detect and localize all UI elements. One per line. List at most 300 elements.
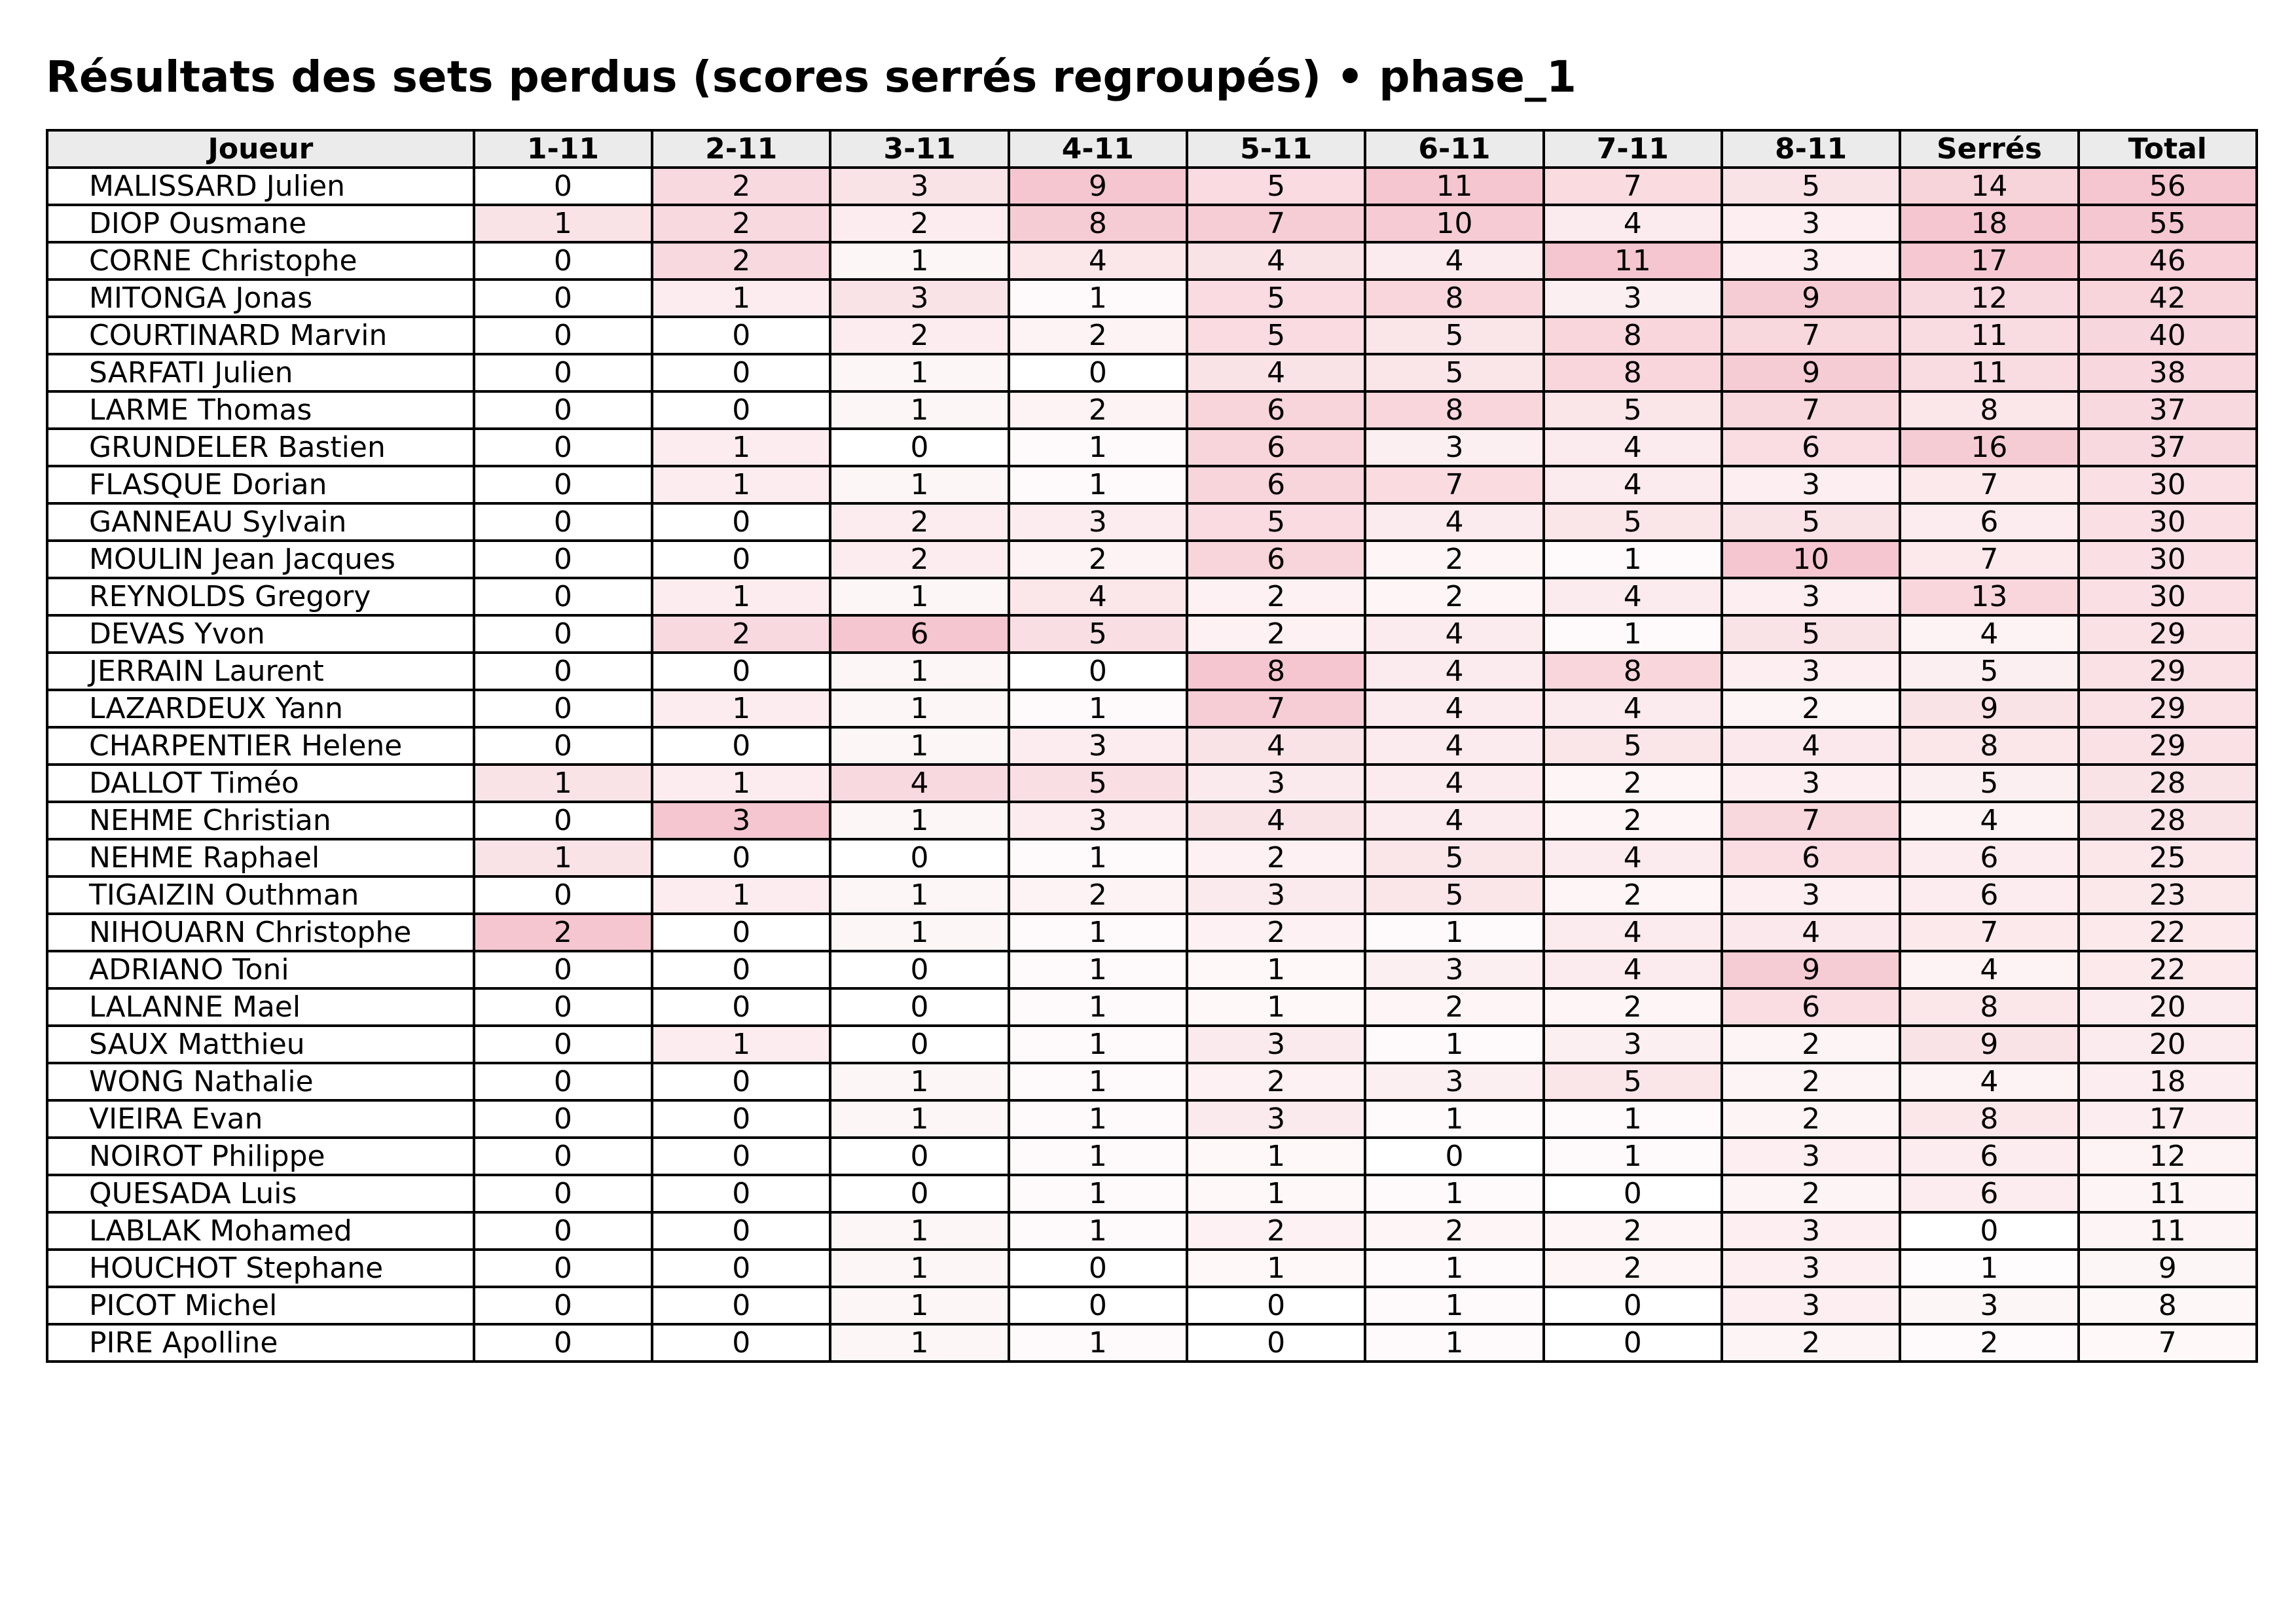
value-cell: 28 bbox=[2079, 765, 2257, 802]
value-cell: 1 bbox=[1009, 1100, 1187, 1138]
value-cell: 1 bbox=[652, 876, 830, 914]
table-row bbox=[47, 1138, 2257, 1175]
value-cell: 30 bbox=[2079, 541, 2257, 578]
value-cell: 1 bbox=[1544, 541, 1722, 578]
value-cell: 17 bbox=[2079, 1100, 2257, 1138]
value-cell: 1 bbox=[1187, 951, 1365, 988]
value-cell: 0 bbox=[830, 951, 1008, 988]
value-cell: 6 bbox=[1900, 503, 2078, 541]
value-cell: 0 bbox=[474, 168, 652, 205]
value-cell: 6 bbox=[1722, 429, 1900, 466]
value-cell: 13 bbox=[1900, 578, 2078, 615]
table-row bbox=[47, 578, 2257, 615]
value-cell: 0 bbox=[1009, 1250, 1187, 1287]
value-cell: 3 bbox=[830, 280, 1008, 317]
value-cell: 0 bbox=[474, 988, 652, 1026]
value-cell: 0 bbox=[474, 242, 652, 280]
table-row bbox=[47, 690, 2257, 727]
value-cell: 3 bbox=[1187, 1026, 1365, 1063]
value-cell: 10 bbox=[1722, 541, 1900, 578]
value-cell: 4 bbox=[1900, 615, 2078, 653]
table-header bbox=[47, 130, 2257, 168]
value-cell: 0 bbox=[474, 1175, 652, 1212]
value-cell: 22 bbox=[2079, 914, 2257, 951]
value-cell: 2 bbox=[1009, 391, 1187, 429]
value-cell: 37 bbox=[2079, 429, 2257, 466]
value-cell: 1 bbox=[1187, 1138, 1365, 1175]
value-cell: 3 bbox=[1365, 429, 1543, 466]
value-cell: 5 bbox=[1365, 839, 1543, 876]
player-name-cell: PIRE Apolline bbox=[47, 1324, 474, 1362]
value-cell: 0 bbox=[474, 653, 652, 690]
value-cell: 1 bbox=[1009, 1138, 1187, 1175]
value-cell: 28 bbox=[2079, 802, 2257, 839]
value-cell: 0 bbox=[474, 1250, 652, 1287]
value-cell: 0 bbox=[830, 1175, 1008, 1212]
player-name-cell: GRUNDELER Bastien bbox=[47, 429, 474, 466]
value-cell: 8 bbox=[1900, 391, 2078, 429]
value-cell: 1 bbox=[474, 839, 652, 876]
value-cell: 0 bbox=[1544, 1175, 1722, 1212]
value-cell: 0 bbox=[474, 578, 652, 615]
value-cell: 2 bbox=[1187, 914, 1365, 951]
player-name-cell: TIGAIZIN Outhman bbox=[47, 876, 474, 914]
value-cell: 0 bbox=[652, 653, 830, 690]
value-cell: 4 bbox=[1187, 727, 1365, 765]
table-row bbox=[47, 541, 2257, 578]
value-cell: 0 bbox=[474, 1212, 652, 1250]
value-cell: 1 bbox=[1009, 951, 1187, 988]
page-title: Résultats des sets perdus (scores serrés regroupés) • phase_1 bbox=[46, 52, 1576, 102]
value-cell: 30 bbox=[2079, 578, 2257, 615]
player-name-cell: FLASQUE Dorian bbox=[47, 466, 474, 503]
value-cell: 1 bbox=[830, 391, 1008, 429]
column-header: Joueur bbox=[47, 130, 474, 168]
value-cell: 1 bbox=[1009, 429, 1187, 466]
value-cell: 0 bbox=[652, 1287, 830, 1324]
table-row bbox=[47, 429, 2257, 466]
value-cell: 55 bbox=[2079, 205, 2257, 242]
value-cell: 1 bbox=[1009, 914, 1187, 951]
value-cell: 2 bbox=[1544, 988, 1722, 1026]
value-cell: 1 bbox=[652, 280, 830, 317]
value-cell: 0 bbox=[1365, 1138, 1543, 1175]
value-cell: 6 bbox=[1187, 466, 1365, 503]
player-name-cell: DALLOT Timéo bbox=[47, 765, 474, 802]
value-cell: 1 bbox=[830, 466, 1008, 503]
value-cell: 0 bbox=[1544, 1324, 1722, 1362]
value-cell: 1 bbox=[830, 1287, 1008, 1324]
value-cell: 25 bbox=[2079, 839, 2257, 876]
value-cell: 1 bbox=[474, 205, 652, 242]
value-cell: 2 bbox=[1722, 1026, 1900, 1063]
value-cell: 0 bbox=[474, 1063, 652, 1100]
value-cell: 9 bbox=[1900, 690, 2078, 727]
value-cell: 7 bbox=[1722, 391, 1900, 429]
table-row bbox=[47, 354, 2257, 391]
player-name-cell: QUESADA Luis bbox=[47, 1175, 474, 1212]
table-row bbox=[47, 503, 2257, 541]
value-cell: 0 bbox=[474, 391, 652, 429]
value-cell: 2 bbox=[1544, 802, 1722, 839]
player-name-cell: NIHOUARN Christophe bbox=[47, 914, 474, 951]
value-cell: 4 bbox=[1365, 765, 1543, 802]
value-cell: 1 bbox=[1009, 1063, 1187, 1100]
value-cell: 11 bbox=[1900, 354, 2078, 391]
column-header: Total bbox=[2079, 130, 2257, 168]
value-cell: 9 bbox=[1722, 280, 1900, 317]
value-cell: 18 bbox=[1900, 205, 2078, 242]
value-cell: 2 bbox=[1365, 541, 1543, 578]
value-cell: 6 bbox=[1900, 1175, 2078, 1212]
value-cell: 1 bbox=[830, 578, 1008, 615]
value-cell: 5 bbox=[1722, 615, 1900, 653]
value-cell: 1 bbox=[1365, 1175, 1543, 1212]
value-cell: 4 bbox=[1365, 653, 1543, 690]
value-cell: 1 bbox=[474, 765, 652, 802]
value-cell: 7 bbox=[1722, 802, 1900, 839]
value-cell: 4 bbox=[1544, 690, 1722, 727]
value-cell: 2 bbox=[1187, 1212, 1365, 1250]
value-cell: 9 bbox=[1900, 1026, 2078, 1063]
value-cell: 0 bbox=[1187, 1324, 1365, 1362]
table-row bbox=[47, 1100, 2257, 1138]
value-cell: 3 bbox=[1187, 876, 1365, 914]
value-cell: 46 bbox=[2079, 242, 2257, 280]
value-cell: 2 bbox=[830, 317, 1008, 354]
value-cell: 38 bbox=[2079, 354, 2257, 391]
value-cell: 0 bbox=[474, 1287, 652, 1324]
value-cell: 4 bbox=[1544, 951, 1722, 988]
column-header: 7-11 bbox=[1544, 130, 1722, 168]
value-cell: 42 bbox=[2079, 280, 2257, 317]
value-cell: 8 bbox=[1900, 727, 2078, 765]
player-name-cell: LARME Thomas bbox=[47, 391, 474, 429]
table-row bbox=[47, 1212, 2257, 1250]
value-cell: 0 bbox=[474, 802, 652, 839]
value-cell: 3 bbox=[1722, 765, 1900, 802]
value-cell: 1 bbox=[1365, 1287, 1543, 1324]
value-cell: 0 bbox=[474, 466, 652, 503]
table-row bbox=[47, 914, 2257, 951]
value-cell: 0 bbox=[474, 1138, 652, 1175]
value-cell: 4 bbox=[1365, 802, 1543, 839]
value-cell: 5 bbox=[1722, 503, 1900, 541]
column-header: 8-11 bbox=[1722, 130, 1900, 168]
value-cell: 0 bbox=[652, 1175, 830, 1212]
value-cell: 5 bbox=[1900, 653, 2078, 690]
value-cell: 1 bbox=[830, 876, 1008, 914]
value-cell: 1 bbox=[652, 690, 830, 727]
value-cell: 1 bbox=[1365, 1250, 1543, 1287]
value-cell: 1 bbox=[1009, 988, 1187, 1026]
value-cell: 4 bbox=[1009, 578, 1187, 615]
value-cell: 0 bbox=[830, 1026, 1008, 1063]
value-cell: 5 bbox=[1722, 168, 1900, 205]
player-name-cell: NEHME Raphael bbox=[47, 839, 474, 876]
value-cell: 1 bbox=[1544, 615, 1722, 653]
value-cell: 3 bbox=[1722, 653, 1900, 690]
value-cell: 6 bbox=[1187, 541, 1365, 578]
value-cell: 20 bbox=[2079, 1026, 2257, 1063]
value-cell: 0 bbox=[652, 354, 830, 391]
value-cell: 0 bbox=[474, 503, 652, 541]
value-cell: 7 bbox=[1900, 914, 2078, 951]
value-cell: 2 bbox=[1722, 1100, 1900, 1138]
column-header: 6-11 bbox=[1365, 130, 1543, 168]
value-cell: 6 bbox=[1900, 839, 2078, 876]
player-name-cell: MALISSARD Julien bbox=[47, 168, 474, 205]
player-name-cell: ADRIANO Toni bbox=[47, 951, 474, 988]
value-cell: 0 bbox=[474, 1100, 652, 1138]
column-header: Serrés bbox=[1900, 130, 2078, 168]
value-cell: 0 bbox=[474, 615, 652, 653]
value-cell: 18 bbox=[2079, 1063, 2257, 1100]
results-table bbox=[46, 129, 2258, 1363]
value-cell: 0 bbox=[474, 1324, 652, 1362]
value-cell: 1 bbox=[830, 1324, 1008, 1362]
value-cell: 4 bbox=[1009, 242, 1187, 280]
value-cell: 6 bbox=[1187, 429, 1365, 466]
value-cell: 6 bbox=[1722, 988, 1900, 1026]
value-cell: 6 bbox=[1187, 391, 1365, 429]
value-cell: 0 bbox=[474, 690, 652, 727]
value-cell: 3 bbox=[1009, 503, 1187, 541]
value-cell: 3 bbox=[1722, 1138, 1900, 1175]
value-cell: 5 bbox=[1900, 765, 2078, 802]
value-cell: 5 bbox=[1544, 727, 1722, 765]
value-cell: 0 bbox=[830, 1138, 1008, 1175]
value-cell: 23 bbox=[2079, 876, 2257, 914]
value-cell: 4 bbox=[1544, 578, 1722, 615]
value-cell: 8 bbox=[1009, 205, 1187, 242]
value-cell: 7 bbox=[1722, 317, 1900, 354]
table-row bbox=[47, 765, 2257, 802]
value-cell: 1 bbox=[652, 429, 830, 466]
table-row bbox=[47, 1250, 2257, 1287]
value-cell: 2 bbox=[1544, 765, 1722, 802]
value-cell: 0 bbox=[474, 541, 652, 578]
value-cell: 7 bbox=[1187, 690, 1365, 727]
player-name-cell: LAZARDEUX Yann bbox=[47, 690, 474, 727]
value-cell: 0 bbox=[474, 727, 652, 765]
value-cell: 2 bbox=[1722, 1175, 1900, 1212]
value-cell: 1 bbox=[1900, 1250, 2078, 1287]
value-cell: 40 bbox=[2079, 317, 2257, 354]
value-cell: 3 bbox=[1009, 802, 1187, 839]
player-name-cell: PICOT Michel bbox=[47, 1287, 474, 1324]
value-cell: 4 bbox=[1544, 914, 1722, 951]
value-cell: 4 bbox=[1722, 727, 1900, 765]
value-cell: 7 bbox=[1544, 168, 1722, 205]
value-cell: 1 bbox=[830, 354, 1008, 391]
value-cell: 20 bbox=[2079, 988, 2257, 1026]
value-cell: 1 bbox=[830, 802, 1008, 839]
value-cell: 8 bbox=[1544, 653, 1722, 690]
value-cell: 1 bbox=[652, 765, 830, 802]
value-cell: 6 bbox=[1900, 876, 2078, 914]
value-cell: 0 bbox=[652, 1212, 830, 1250]
value-cell: 4 bbox=[1544, 839, 1722, 876]
value-cell: 8 bbox=[1187, 653, 1365, 690]
value-cell: 1 bbox=[830, 653, 1008, 690]
player-name-cell: LALANNE Mael bbox=[47, 988, 474, 1026]
table-row bbox=[47, 1175, 2257, 1212]
value-cell: 1 bbox=[1544, 1138, 1722, 1175]
value-cell: 7 bbox=[1365, 466, 1543, 503]
value-cell: 0 bbox=[652, 1100, 830, 1138]
value-cell: 1 bbox=[1009, 466, 1187, 503]
value-cell: 2 bbox=[1187, 615, 1365, 653]
player-name-cell: CHARPENTIER Helene bbox=[47, 727, 474, 765]
value-cell: 2 bbox=[1365, 1212, 1543, 1250]
value-cell: 0 bbox=[474, 317, 652, 354]
value-cell: 5 bbox=[1365, 876, 1543, 914]
player-name-cell: SARFATI Julien bbox=[47, 354, 474, 391]
value-cell: 5 bbox=[1187, 503, 1365, 541]
value-cell: 3 bbox=[1009, 727, 1187, 765]
table-row bbox=[47, 280, 2257, 317]
value-cell: 6 bbox=[830, 615, 1008, 653]
value-cell: 7 bbox=[1900, 466, 2078, 503]
value-cell: 8 bbox=[1544, 354, 1722, 391]
value-cell: 0 bbox=[652, 951, 830, 988]
value-cell: 4 bbox=[1722, 914, 1900, 951]
value-cell: 6 bbox=[1900, 1138, 2078, 1175]
value-cell: 8 bbox=[1365, 280, 1543, 317]
value-cell: 5 bbox=[1009, 615, 1187, 653]
table-row bbox=[47, 802, 2257, 839]
value-cell: 2 bbox=[1544, 1212, 1722, 1250]
value-cell: 0 bbox=[652, 503, 830, 541]
player-name-cell: JERRAIN Laurent bbox=[47, 653, 474, 690]
value-cell: 2 bbox=[1187, 1063, 1365, 1100]
table-row bbox=[47, 168, 2257, 205]
value-cell: 2 bbox=[1722, 1324, 1900, 1362]
value-cell: 2 bbox=[1187, 578, 1365, 615]
value-cell: 1 bbox=[1009, 1175, 1187, 1212]
value-cell: 2 bbox=[1009, 541, 1187, 578]
value-cell: 5 bbox=[1187, 317, 1365, 354]
value-cell: 16 bbox=[1900, 429, 2078, 466]
value-cell: 0 bbox=[830, 988, 1008, 1026]
value-cell: 2 bbox=[1722, 690, 1900, 727]
player-name-cell: VIEIRA Evan bbox=[47, 1100, 474, 1138]
value-cell: 1 bbox=[1187, 1250, 1365, 1287]
value-cell: 1 bbox=[1009, 1026, 1187, 1063]
value-cell: 2 bbox=[830, 503, 1008, 541]
value-cell: 2 bbox=[830, 205, 1008, 242]
table-row bbox=[47, 727, 2257, 765]
value-cell: 1 bbox=[652, 466, 830, 503]
value-cell: 1 bbox=[1365, 1324, 1543, 1362]
value-cell: 2 bbox=[474, 914, 652, 951]
value-cell: 3 bbox=[1722, 1212, 1900, 1250]
value-cell: 4 bbox=[1365, 503, 1543, 541]
table-row bbox=[47, 615, 2257, 653]
value-cell: 8 bbox=[1365, 391, 1543, 429]
value-cell: 2 bbox=[1544, 876, 1722, 914]
value-cell: 0 bbox=[652, 1138, 830, 1175]
table-row bbox=[47, 317, 2257, 354]
table-row bbox=[47, 391, 2257, 429]
value-cell: 5 bbox=[1365, 317, 1543, 354]
value-cell: 3 bbox=[1544, 280, 1722, 317]
value-cell: 1 bbox=[1009, 1324, 1187, 1362]
value-cell: 3 bbox=[830, 168, 1008, 205]
value-cell: 3 bbox=[1900, 1287, 2078, 1324]
value-cell: 3 bbox=[1187, 765, 1365, 802]
value-cell: 4 bbox=[1900, 802, 2078, 839]
value-cell: 4 bbox=[1900, 951, 2078, 988]
value-cell: 1 bbox=[1009, 1212, 1187, 1250]
value-cell: 4 bbox=[1365, 242, 1543, 280]
value-cell: 1 bbox=[1365, 1100, 1543, 1138]
value-cell: 8 bbox=[2079, 1287, 2257, 1324]
value-cell: 0 bbox=[1900, 1212, 2078, 1250]
value-cell: 4 bbox=[1900, 1063, 2078, 1100]
value-cell: 0 bbox=[652, 1324, 830, 1362]
table-row bbox=[47, 876, 2257, 914]
value-cell: 4 bbox=[1365, 615, 1543, 653]
value-cell: 29 bbox=[2079, 653, 2257, 690]
value-cell: 11 bbox=[1365, 168, 1543, 205]
value-cell: 2 bbox=[1365, 578, 1543, 615]
value-cell: 0 bbox=[652, 914, 830, 951]
table-row bbox=[47, 466, 2257, 503]
value-cell: 12 bbox=[2079, 1138, 2257, 1175]
value-cell: 3 bbox=[1722, 466, 1900, 503]
table-row bbox=[47, 1287, 2257, 1324]
value-cell: 1 bbox=[830, 1100, 1008, 1138]
value-cell: 3 bbox=[1187, 1100, 1365, 1138]
header-row bbox=[47, 130, 2257, 168]
value-cell: 0 bbox=[474, 354, 652, 391]
table-row bbox=[47, 653, 2257, 690]
value-cell: 4 bbox=[1365, 727, 1543, 765]
table-row bbox=[47, 1324, 2257, 1362]
value-cell: 2 bbox=[652, 205, 830, 242]
value-cell: 6 bbox=[1722, 839, 1900, 876]
value-cell: 9 bbox=[1722, 951, 1900, 988]
value-cell: 3 bbox=[1722, 242, 1900, 280]
value-cell: 0 bbox=[652, 727, 830, 765]
value-cell: 9 bbox=[1009, 168, 1187, 205]
value-cell: 0 bbox=[830, 839, 1008, 876]
value-cell: 4 bbox=[1187, 242, 1365, 280]
value-cell: 2 bbox=[1722, 1063, 1900, 1100]
value-cell: 0 bbox=[652, 839, 830, 876]
value-cell: 30 bbox=[2079, 503, 2257, 541]
player-name-cell: CORNE Christophe bbox=[47, 242, 474, 280]
value-cell: 3 bbox=[1365, 1063, 1543, 1100]
value-cell: 29 bbox=[2079, 690, 2257, 727]
value-cell: 0 bbox=[474, 1026, 652, 1063]
player-name-cell: REYNOLDS Gregory bbox=[47, 578, 474, 615]
value-cell: 2 bbox=[830, 541, 1008, 578]
value-cell: 0 bbox=[652, 541, 830, 578]
value-cell: 0 bbox=[1187, 1287, 1365, 1324]
value-cell: 9 bbox=[2079, 1250, 2257, 1287]
value-cell: 1 bbox=[830, 1063, 1008, 1100]
value-cell: 4 bbox=[1187, 354, 1365, 391]
value-cell: 4 bbox=[1544, 205, 1722, 242]
value-cell: 8 bbox=[1900, 988, 2078, 1026]
value-cell: 1 bbox=[652, 578, 830, 615]
value-cell: 22 bbox=[2079, 951, 2257, 988]
value-cell: 8 bbox=[1900, 1100, 2078, 1138]
player-name-cell: HOUCHOT Stephane bbox=[47, 1250, 474, 1287]
